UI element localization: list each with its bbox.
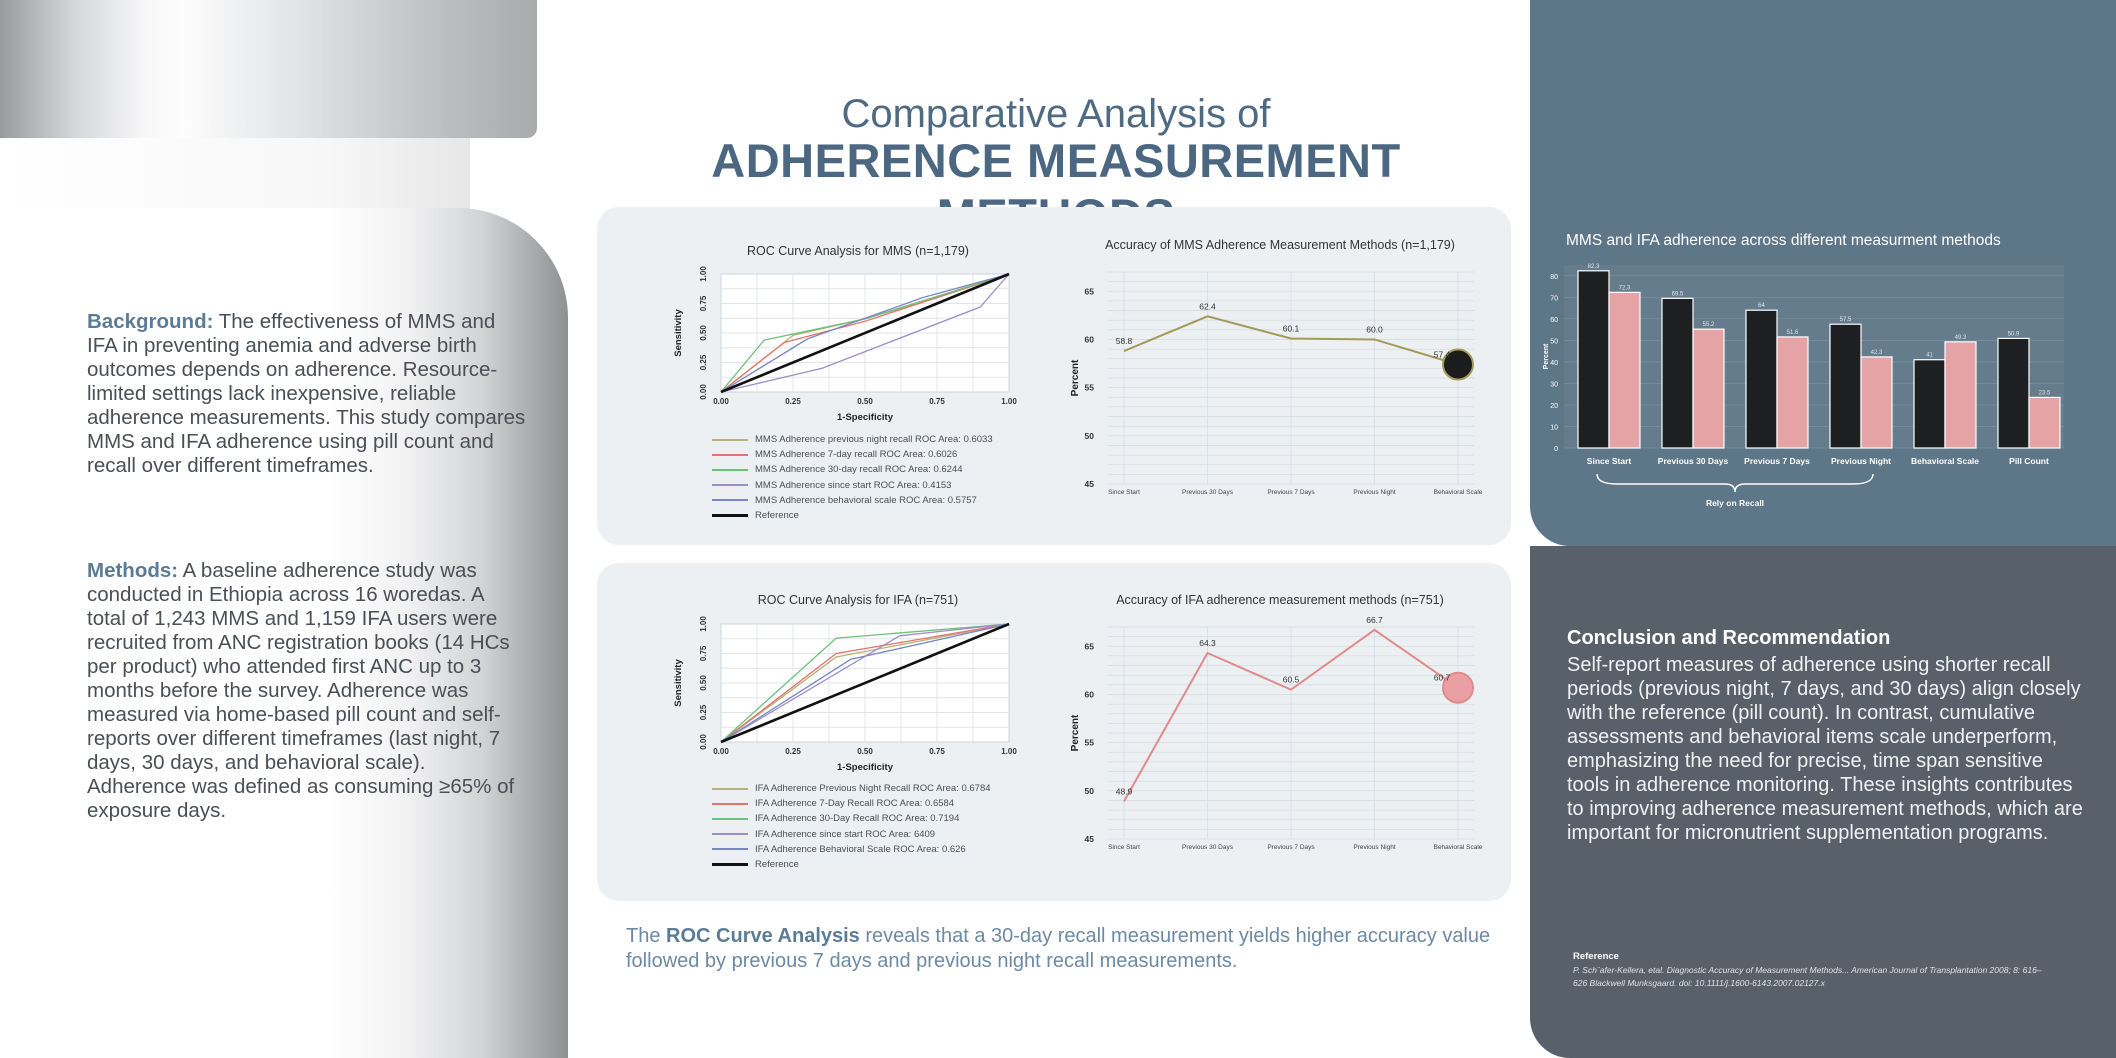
legend-entry bbox=[712, 508, 1012, 523]
y-tick-label: 60 bbox=[1084, 689, 1094, 700]
y-tick-label: 50 bbox=[1084, 785, 1094, 796]
summary-bold: ROC Curve Analysis bbox=[666, 925, 860, 947]
x-tick-label: 0.50 bbox=[857, 747, 873, 756]
bar-value-label: 55.2 bbox=[1702, 322, 1715, 329]
bar-value-label: 50.9 bbox=[2007, 331, 2020, 338]
x-axis-label: 1-Specificity bbox=[837, 412, 893, 423]
x-tick-label: Behavioral Scale bbox=[1433, 489, 1483, 496]
y-axis-label: Sensitivity bbox=[673, 309, 684, 357]
bar bbox=[1693, 329, 1724, 448]
title-line-2: ADHERENCE MEASUREMENT bbox=[711, 134, 1401, 187]
bar bbox=[1609, 292, 1640, 448]
legend-label: IFA Adherence 30-Day Recall ROC Area: 0.7194 bbox=[755, 813, 960, 825]
bar-value-label: 23.5 bbox=[2038, 390, 2051, 397]
legend-entry bbox=[712, 478, 1012, 493]
x-tick-label: Previous Night bbox=[1353, 844, 1396, 851]
roc-ifa-title: ROC Curve Analysis for IFA (n=751) bbox=[757, 593, 959, 607]
data-label: 60.5 bbox=[1282, 674, 1300, 685]
x-tick-label: 0.00 bbox=[713, 747, 729, 756]
bar-value-label: 51.6 bbox=[1786, 329, 1799, 336]
bar bbox=[1746, 310, 1777, 448]
legend-swatch bbox=[712, 484, 748, 486]
legend-label: IFA Adherence since start ROC Area: 6409 bbox=[755, 828, 936, 840]
reference-text: P. Sch¨afer-Kellera, etal. Diagnostic Accuracy of Measurement Methods... American Journal of Transplantation 2008; 8: 616–626 Blackwell Munksgaard. doi: 10.1111/j.1600-6143.2007.02127.x bbox=[1573, 965, 2042, 988]
legend-label: MMS Adherence 30-day recall ROC Area: 0.6244 bbox=[755, 464, 963, 476]
methods-text: A baseline adherence study was conducted in Ethiopia across 16 woredas. A total of 1,243 MMS and 1,159 IFA users were recruited from ANC registration books (14 HCs per product) who attended first ANC up to 3 months before the survey. Adherence was measured via home-based pill count and self-reports over different timeframes (last night, 7 days, 30 days, and behavioral scale). Adherence was defined as consuming ≥65% of exposure days. bbox=[87, 559, 515, 822]
x-tick-label: 0.00 bbox=[713, 397, 729, 406]
data-label: 66.7 bbox=[1366, 614, 1383, 625]
legend-label: IFA Adherence Previous Night Recall ROC Area: 0.6784 bbox=[755, 783, 991, 795]
y-tick-label: 55 bbox=[1084, 737, 1094, 748]
x-tick-label: Previous 30 Days bbox=[1182, 844, 1233, 851]
legend-swatch bbox=[712, 499, 748, 501]
y-tick-label: 0.75 bbox=[699, 295, 708, 312]
y-tick-label: 65 bbox=[1084, 286, 1094, 297]
legend-swatch bbox=[712, 818, 748, 820]
background-text: The effectiveness of MMS and IFA in preventing anemia and adverse birth outcomes depends on adherence. Resource-limited settings lack inexpensive, reliable adherence measurements. This study compares MMS and IFA adherence using pill count and recall over different timeframes. bbox=[87, 310, 526, 477]
roc-ifa-chart bbox=[660, 608, 1030, 778]
roc-ifa-legend bbox=[712, 781, 1032, 872]
acc-ifa-chart bbox=[1060, 614, 1483, 855]
reference-title: Reference bbox=[1573, 951, 1619, 962]
x-tick-label: 0.25 bbox=[785, 747, 801, 756]
bar bbox=[1945, 342, 1976, 448]
methods-heading: Methods: bbox=[87, 559, 179, 582]
y-axis-label: Sensitivity bbox=[673, 659, 684, 707]
y-tick-label: 50 bbox=[1550, 338, 1558, 346]
bar-value-label: 64 bbox=[1758, 303, 1765, 310]
x-tick-label: 0.75 bbox=[929, 747, 945, 756]
data-label: 62.4 bbox=[1199, 301, 1216, 312]
x-tick-label: Previous 7 Days bbox=[1267, 489, 1315, 496]
y-tick-label: 0.75 bbox=[699, 645, 708, 662]
bar bbox=[1914, 360, 1945, 448]
bar bbox=[1777, 337, 1808, 448]
y-tick-label: 70 bbox=[1550, 295, 1558, 303]
y-tick-label: 0.50 bbox=[699, 325, 708, 341]
y-tick-label: 50 bbox=[1084, 430, 1094, 441]
x-tick-label: 1.00 bbox=[1001, 397, 1017, 406]
x-axis-label: 1-Specificity bbox=[837, 762, 893, 773]
y-tick-label: 55 bbox=[1084, 382, 1094, 393]
legend-entry bbox=[712, 842, 1032, 857]
y-tick-label: 65 bbox=[1084, 641, 1094, 652]
legend-entry bbox=[712, 447, 1012, 462]
data-label: 57.4 bbox=[1433, 349, 1451, 360]
background-section bbox=[87, 310, 527, 478]
conclusion-text: Self-report measures of adherence using shorter recall periods (previous night, 7 days, and 30 days) align closely with the reference (pill count). In contrast, cumulative assessments and behavioral items scale underperform, emphasizing the need for precise, time span sensitive tools in adherence monitoring. These insights contributes to improving adherence measurement methods, which are important for micronutrient supplementation programs. bbox=[1567, 654, 2083, 844]
legend-swatch bbox=[712, 848, 748, 850]
y-tick-label: 0 bbox=[1554, 446, 1558, 453]
y-tick-label: 10 bbox=[1550, 424, 1558, 432]
legend-label: MMS Adherence behavioral scale ROC Area: 0.5757 bbox=[755, 494, 977, 506]
y-axis-label: Percent bbox=[1543, 343, 1550, 370]
roc-mms-title: ROC Curve Analysis for MMS (n=1,179) bbox=[747, 244, 969, 258]
bottle-cap-graphic bbox=[0, 0, 537, 138]
y-tick-label: 0.00 bbox=[699, 734, 708, 750]
x-tick-label: Behavioral Scale bbox=[1433, 844, 1483, 851]
adherence-bar-chart bbox=[1540, 255, 2080, 515]
bar bbox=[1578, 271, 1609, 448]
background-heading: Background: bbox=[87, 310, 214, 333]
x-tick-label: 0.25 bbox=[785, 397, 801, 406]
recall-bracket bbox=[1597, 474, 1873, 492]
y-tick-label: 60 bbox=[1550, 316, 1558, 324]
y-tick-label: 60 bbox=[1084, 334, 1094, 345]
legend-label: MMS Adherence previous night recall ROC Area: 0.6033 bbox=[755, 434, 993, 446]
bar bbox=[1998, 338, 2029, 448]
legend-entry bbox=[712, 493, 1012, 508]
roc-mms-legend bbox=[712, 432, 1012, 523]
x-tick-label: 0.50 bbox=[857, 397, 873, 406]
category-label: Previous 7 Days bbox=[1744, 456, 1810, 466]
bar-value-label: 49.3 bbox=[1954, 334, 1967, 341]
legend-swatch bbox=[712, 863, 748, 866]
data-label: 60.0 bbox=[1366, 324, 1383, 335]
bar-chart-title: MMS and IFA adherence across different measurment methods bbox=[1566, 232, 2001, 249]
y-axis-label: Percent bbox=[1070, 714, 1081, 752]
category-label: Pill Count bbox=[2009, 456, 2049, 466]
bar-value-label: 72.3 bbox=[1618, 285, 1631, 292]
summary-pre: The bbox=[626, 925, 667, 947]
y-tick-label: 80 bbox=[1550, 273, 1558, 281]
legend-label: MMS Adherence since start ROC Area: 0.4153 bbox=[755, 479, 952, 491]
category-label: Previous Night bbox=[1831, 456, 1891, 466]
bar bbox=[1830, 324, 1861, 448]
legend-entry bbox=[712, 827, 1032, 842]
y-tick-label: 0.00 bbox=[699, 384, 708, 400]
acc-ifa-title: Accuracy of IFA adherence measurement methods (n=751) bbox=[1116, 593, 1444, 607]
methods-section bbox=[87, 559, 527, 823]
conclusion-title: Conclusion and Recommendation bbox=[1567, 627, 1891, 649]
data-label: 48.9 bbox=[1115, 786, 1133, 797]
legend-entry bbox=[712, 857, 1032, 872]
x-tick-label: Since Start bbox=[1108, 489, 1140, 496]
y-tick-label: 1.00 bbox=[699, 616, 708, 632]
bar bbox=[2029, 397, 2060, 448]
legend-entry bbox=[712, 781, 1032, 796]
y-tick-label: 0.25 bbox=[699, 704, 708, 721]
legend-label: Reference bbox=[755, 510, 799, 522]
x-tick-label: 0.75 bbox=[929, 397, 945, 406]
data-label: 64.3 bbox=[1199, 638, 1216, 649]
data-label: 60.1 bbox=[1282, 323, 1300, 334]
legend-entry bbox=[712, 462, 1012, 477]
bar-value-label: 57.5 bbox=[1839, 317, 1852, 324]
roc-mms-chart bbox=[660, 258, 1030, 428]
legend-label: Reference bbox=[755, 859, 799, 871]
data-label: 60.7 bbox=[1433, 672, 1451, 683]
acc-mms-chart bbox=[1060, 270, 1483, 500]
y-tick-label: 0.25 bbox=[699, 354, 708, 371]
category-label: Since Start bbox=[1586, 456, 1632, 466]
legend-swatch bbox=[712, 469, 748, 471]
summary-post: reveals that a 30-day recall measurement yields higher accuracy value followed by previous 7 days and previous night recall measurements. bbox=[626, 925, 1491, 972]
y-axis-label: Percent bbox=[1070, 359, 1081, 397]
category-label: Previous 30 Days bbox=[1657, 456, 1729, 466]
legend-entry bbox=[712, 811, 1032, 826]
legend-swatch bbox=[712, 833, 748, 835]
legend-swatch bbox=[712, 454, 748, 456]
acc-mms-title: Accuracy of MMS Adherence Measurement Methods (n=1,179) bbox=[1105, 238, 1455, 252]
data-label: 58.8 bbox=[1115, 336, 1133, 347]
legend-label: MMS Adherence 7-day recall ROC Area: 0.6026 bbox=[755, 449, 958, 461]
legend-entry bbox=[712, 796, 1032, 811]
x-tick-label: 1.00 bbox=[1001, 747, 1017, 756]
y-tick-label: 30 bbox=[1550, 381, 1558, 389]
legend-entry bbox=[712, 432, 1012, 447]
legend-swatch bbox=[712, 803, 748, 805]
legend-swatch bbox=[712, 788, 748, 790]
bar bbox=[1662, 298, 1693, 448]
category-label: Behavioral Scale bbox=[1910, 456, 1980, 466]
bar-value-label: 42.3 bbox=[1870, 349, 1883, 356]
y-tick-label: 0.50 bbox=[699, 675, 708, 691]
title-line-1: Comparative Analysis of bbox=[841, 92, 1271, 136]
roc-summary bbox=[626, 924, 1506, 974]
y-tick-label: 1.00 bbox=[699, 266, 708, 282]
y-tick-label: 45 bbox=[1084, 479, 1094, 489]
bar bbox=[1861, 357, 1892, 448]
x-tick-label: Previous 30 Days bbox=[1182, 489, 1233, 496]
x-tick-label: Previous Night bbox=[1353, 489, 1396, 496]
legend-swatch bbox=[712, 514, 748, 517]
legend-swatch bbox=[712, 439, 748, 441]
x-tick-label: Since Start bbox=[1108, 844, 1140, 851]
x-tick-label: Previous 7 Days bbox=[1267, 844, 1315, 851]
legend-label: IFA Adherence Behavioral Scale ROC Area: 0.626 bbox=[755, 843, 966, 855]
bar-value-label: 69.5 bbox=[1671, 291, 1684, 298]
legend-label: IFA Adherence 7-Day Recall ROC Area: 0.6584 bbox=[755, 798, 955, 810]
bar-value-label: 82.3 bbox=[1587, 263, 1600, 270]
y-tick-label: 40 bbox=[1550, 359, 1558, 367]
y-tick-label: 20 bbox=[1550, 402, 1558, 410]
bracket-label: Rely on Recall bbox=[1705, 498, 1765, 508]
bar-value-label: 41 bbox=[1926, 352, 1933, 359]
y-tick-label: 45 bbox=[1084, 834, 1094, 844]
